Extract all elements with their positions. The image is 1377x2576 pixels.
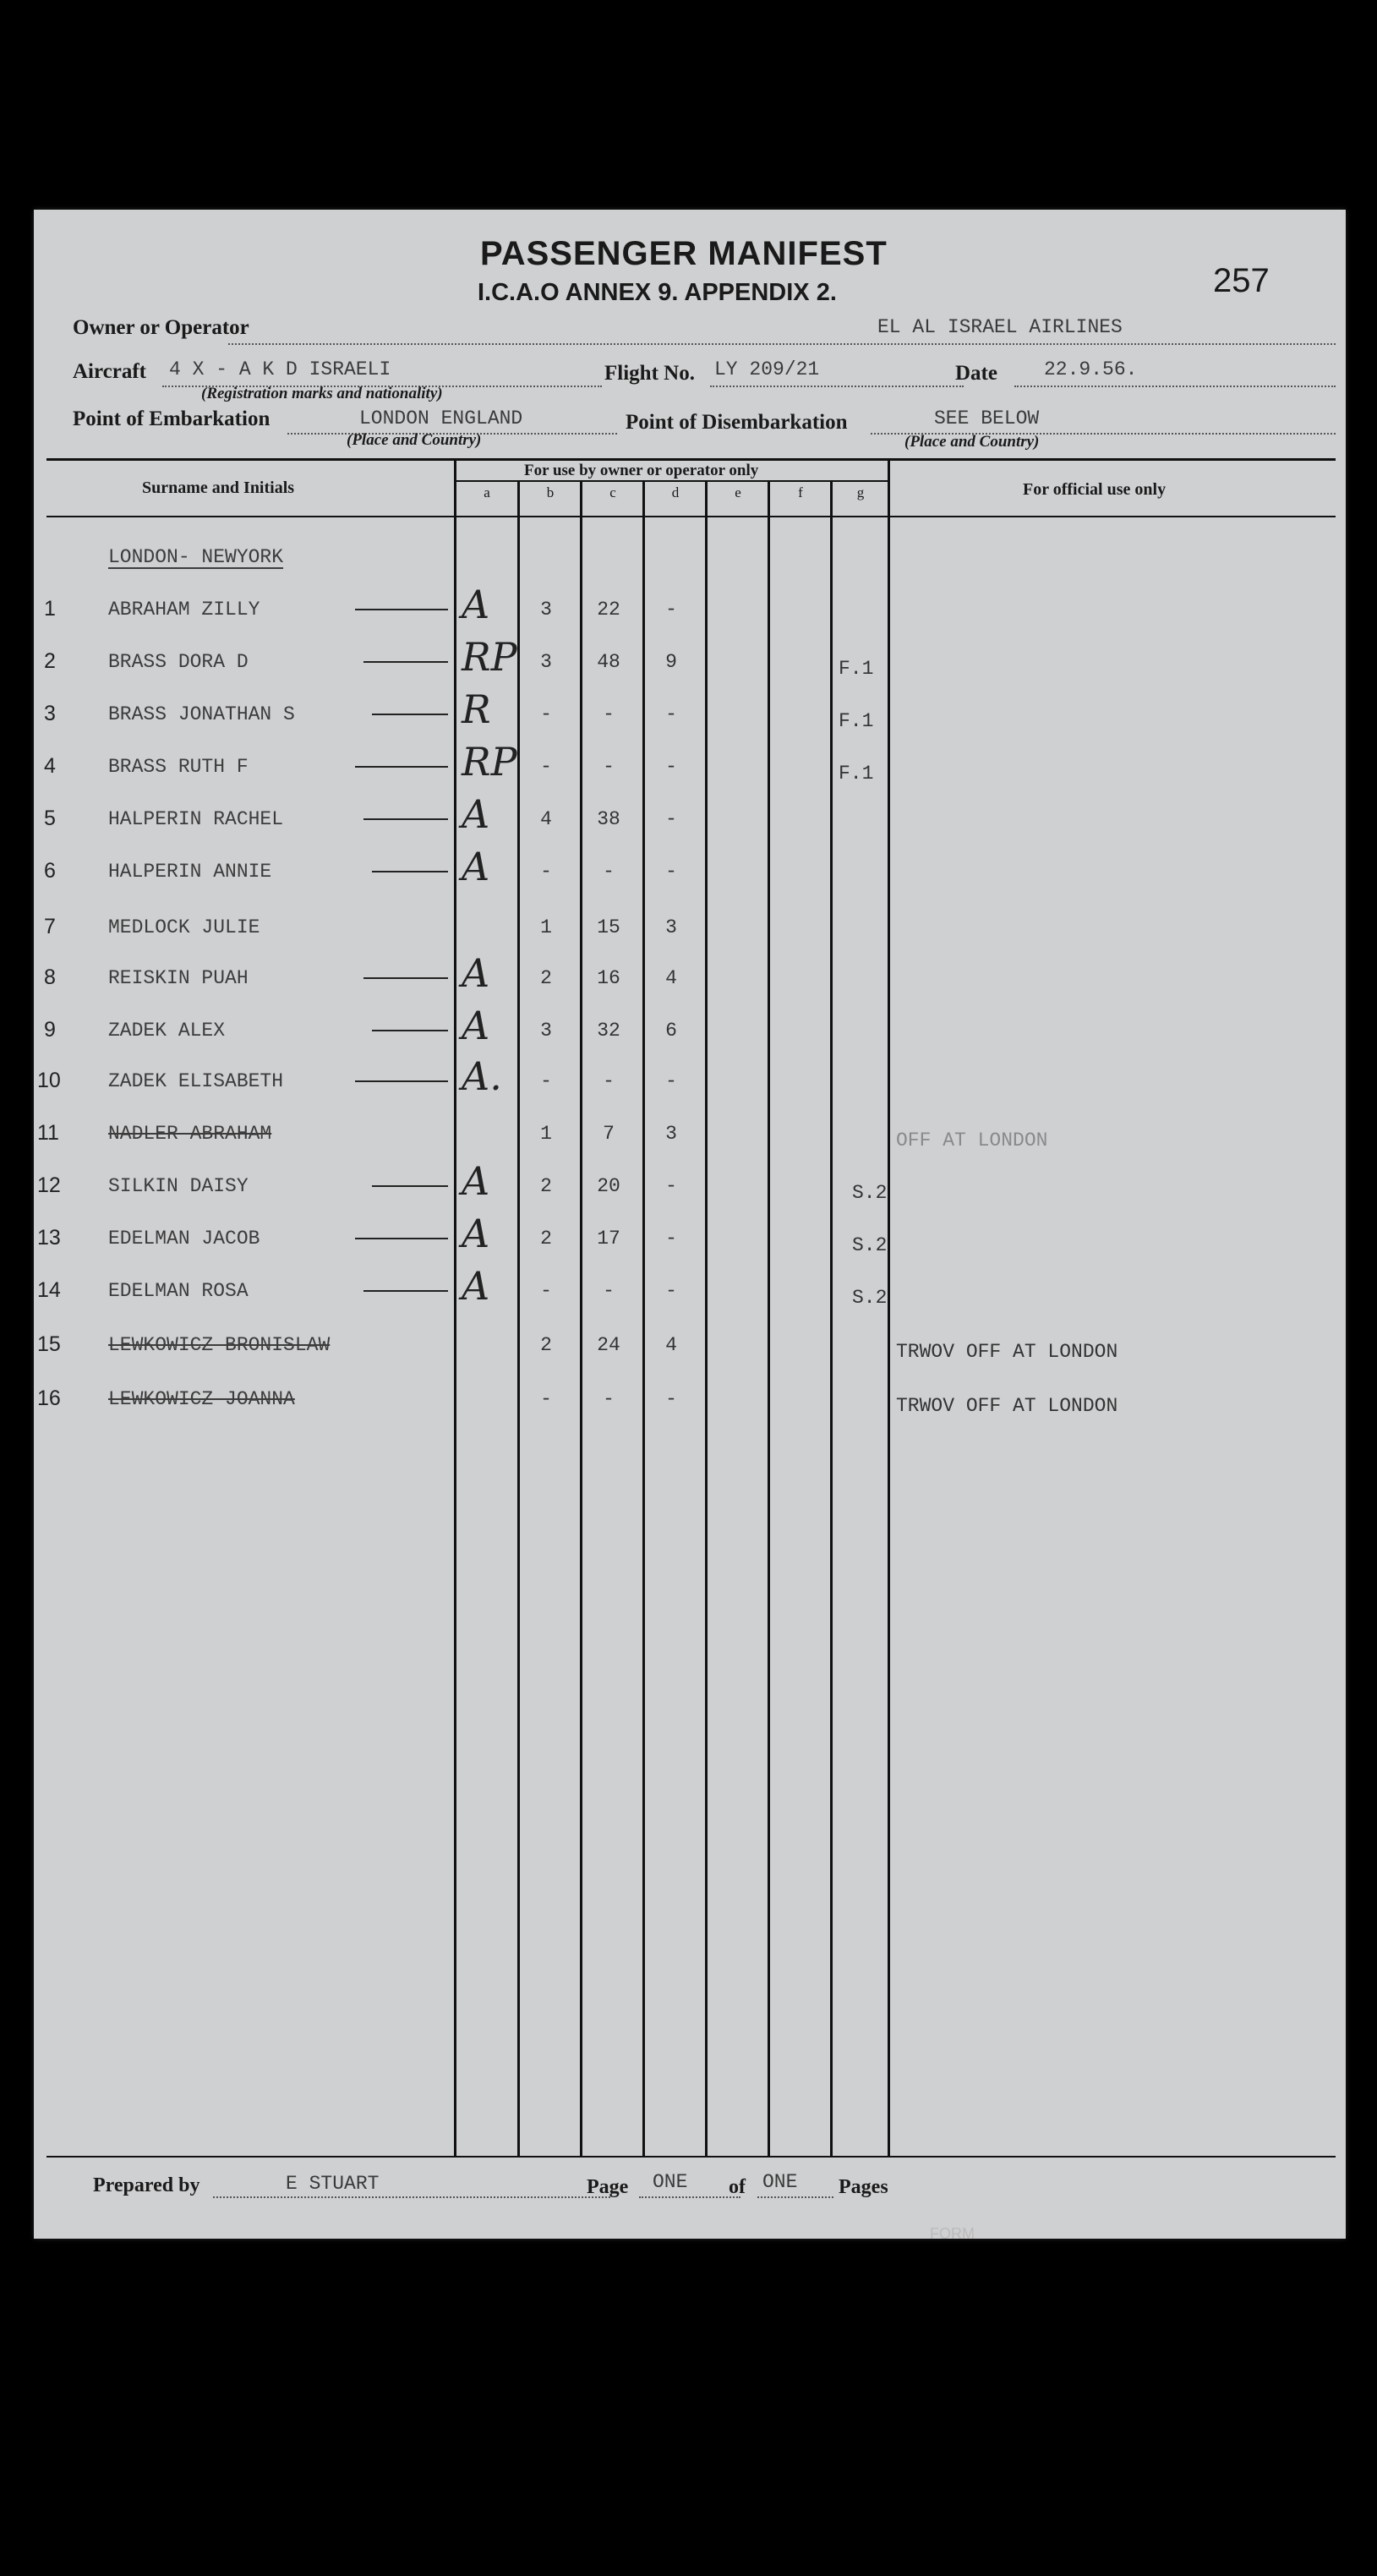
col-letter-d: d	[671, 484, 680, 500]
date-value: 22.9.56.	[1044, 358, 1138, 380]
flight-line	[710, 386, 964, 387]
row-number: 1	[44, 597, 56, 621]
handwritten-mark: A	[462, 582, 490, 627]
col-letter-c: c	[609, 484, 616, 500]
cell-b: -	[540, 703, 552, 725]
cell-g: F.1	[839, 658, 874, 680]
row-number: 7	[44, 915, 56, 938]
cell-d: 3	[665, 916, 677, 938]
passenger-name: NADLER ABRAHAM	[108, 1123, 272, 1145]
pages-label: Pages	[839, 2176, 888, 2198]
handwritten-mark: A	[462, 844, 490, 889]
passenger-name: HALPERIN RACHEL	[108, 808, 284, 830]
of-label: of	[729, 2176, 746, 2198]
passenger-name: LEWKOWICZ JOANNA	[108, 1388, 295, 1410]
row-number: 3	[44, 702, 56, 725]
embark-label: Point of Embarkation	[73, 407, 270, 430]
row-number: 12	[37, 1173, 61, 1197]
cell-c: -	[603, 861, 615, 883]
page-label: Page	[587, 2176, 629, 2198]
page-number: 257	[1213, 262, 1270, 299]
row-number: 5	[44, 807, 56, 830]
passenger-name: ABRAHAM ZILLY	[108, 599, 260, 621]
prepared-label: Prepared by	[93, 2174, 200, 2196]
pen-stroke	[355, 609, 448, 610]
row-number: 10	[37, 1069, 61, 1092]
row-number: 8	[44, 965, 56, 989]
col-header-official: For official use only	[1023, 480, 1167, 499]
passenger-name: BRASS JONATHAN S	[108, 703, 295, 725]
passenger-name: MEDLOCK JULIE	[108, 916, 260, 938]
col-header-owner-group: For use by owner or operator only	[524, 462, 759, 479]
handwritten-mark: R	[462, 686, 491, 732]
cell-d: 3	[665, 1123, 677, 1145]
cell-c: 38	[597, 808, 620, 830]
passenger-name: HALPERIN ANNIE	[108, 861, 272, 883]
cell-d: -	[665, 703, 677, 725]
cell-d: -	[665, 1388, 677, 1410]
aircraft-note: (Registration marks and nationality)	[201, 385, 443, 402]
row-number: 11	[37, 1121, 59, 1145]
pen-stroke	[372, 871, 448, 872]
official-note: TRWOV OFF AT LONDON	[896, 1341, 1118, 1363]
cell-d: -	[665, 1175, 677, 1197]
cell-d: 4	[665, 967, 677, 989]
handwritten-mark: A	[462, 1003, 490, 1048]
handwritten-mark: A.	[462, 1053, 502, 1099]
pen-stroke	[363, 661, 448, 663]
cell-g: F.1	[839, 710, 874, 732]
row-number: 14	[37, 1278, 61, 1302]
cell-c: 48	[597, 651, 620, 673]
col-letter-b: b	[546, 484, 555, 500]
cell-c: 22	[597, 599, 620, 621]
form-label: FORM	[930, 2225, 975, 2242]
cell-b: 2	[540, 967, 552, 989]
page-value: ONE	[653, 2171, 688, 2193]
cell-c: 24	[597, 1334, 620, 1356]
row-number: 13	[37, 1226, 61, 1250]
passenger-name: BRASS RUTH F	[108, 756, 249, 778]
pen-stroke	[355, 766, 448, 768]
cell-b: 3	[540, 1020, 552, 1042]
cell-b: -	[540, 1280, 552, 1302]
cell-c: 7	[603, 1123, 615, 1145]
date-line	[1014, 386, 1336, 387]
col-letter-g: g	[856, 484, 865, 500]
prepared-line	[213, 2196, 610, 2198]
row-number: 15	[37, 1332, 61, 1356]
prepared-value: E STUART	[286, 2173, 380, 2195]
aircraft-value: 4 X - A K D ISRAELI	[169, 358, 391, 380]
handwritten-mark: A	[462, 950, 490, 996]
cell-c: -	[603, 1070, 615, 1092]
document-title: PASSENGER MANIFEST	[480, 235, 888, 272]
cell-b: -	[540, 861, 552, 883]
passenger-name: LEWKOWICZ BRONISLAW	[108, 1334, 331, 1356]
of-line	[757, 2196, 833, 2198]
cell-b: 2	[540, 1175, 552, 1197]
flight-value: LY 209/21	[714, 358, 820, 380]
handwritten-mark: A	[462, 791, 490, 837]
cell-d: 6	[665, 1020, 677, 1042]
col-header-name: Surname and Initials	[142, 479, 295, 497]
table-bottom-rule	[46, 2156, 1336, 2158]
cell-b: 1	[540, 1123, 552, 1145]
owner-label: Owner or Operator	[73, 316, 249, 339]
cell-b: -	[540, 1388, 552, 1410]
flight-label: Flight No.	[604, 362, 695, 385]
col-letter-e: e	[735, 484, 741, 500]
pen-stroke	[355, 1080, 448, 1082]
cell-c: -	[603, 703, 615, 725]
pen-stroke	[372, 1030, 448, 1031]
handwritten-mark: RP	[462, 634, 517, 680]
passenger-name: EDELMAN ROSA	[108, 1280, 249, 1302]
cell-b: -	[540, 1070, 552, 1092]
cell-d: -	[665, 861, 677, 883]
pen-stroke	[355, 1238, 448, 1239]
passenger-name: SILKIN DAISY	[108, 1175, 249, 1197]
row-number: 9	[44, 1018, 56, 1042]
cell-c: -	[603, 1280, 615, 1302]
row-number: 16	[37, 1386, 61, 1410]
pen-stroke	[363, 818, 448, 820]
col-letter-a: a	[484, 484, 490, 500]
cell-d: -	[665, 808, 677, 830]
manifest-sheet	[34, 210, 1346, 2239]
passenger-name: ZADEK ELISABETH	[108, 1070, 284, 1092]
cell-b: -	[540, 756, 552, 778]
cell-g: S.2	[852, 1287, 888, 1309]
owner-line	[228, 343, 1336, 345]
cell-c: 32	[597, 1020, 620, 1042]
pen-stroke	[372, 1185, 448, 1187]
cell-d: 4	[665, 1334, 677, 1356]
cell-b: 3	[540, 651, 552, 673]
cell-b: 1	[540, 916, 552, 938]
embark-value: LONDON ENGLAND	[359, 407, 523, 429]
pen-stroke	[372, 714, 448, 715]
table-top-rule	[46, 458, 1336, 461]
passenger-name: EDELMAN JACOB	[108, 1228, 260, 1250]
route-heading: LONDON- NEWYORK	[108, 546, 284, 568]
cell-d: -	[665, 1070, 677, 1092]
handwritten-mark: RP	[462, 739, 517, 785]
table-header-rule	[46, 516, 1336, 517]
disembark-note: (Place and Country)	[904, 433, 1040, 451]
cell-c: 20	[597, 1175, 620, 1197]
passenger-name: BRASS DORA D	[108, 651, 249, 673]
page-line	[639, 2196, 740, 2198]
of-value: ONE	[762, 2171, 798, 2193]
embark-note: (Place and Country)	[347, 431, 482, 449]
handwritten-mark: A	[462, 1263, 490, 1309]
disembark-label: Point of Disembarkation	[626, 411, 848, 434]
cell-g: S.2	[852, 1234, 888, 1256]
owner-group-rule	[456, 480, 888, 482]
passenger-name: ZADEK ALEX	[108, 1020, 226, 1042]
official-note: TRWOV OFF AT LONDON	[896, 1395, 1118, 1417]
cell-c: -	[603, 1388, 615, 1410]
owner-value: EL AL ISRAEL AIRLINES	[877, 316, 1123, 338]
official-note: OFF AT LONDON	[896, 1129, 1048, 1151]
cell-b: 3	[540, 599, 552, 621]
row-number: 4	[44, 754, 56, 778]
cell-c: 16	[597, 967, 620, 989]
row-number: 6	[44, 859, 56, 883]
cell-d: -	[665, 1228, 677, 1250]
row-number: 2	[44, 649, 56, 673]
pen-stroke	[363, 977, 448, 979]
passenger-name: REISKIN PUAH	[108, 967, 249, 989]
pen-stroke	[363, 1290, 448, 1292]
cell-d: 9	[665, 651, 677, 673]
handwritten-mark: A	[462, 1158, 490, 1204]
cell-d: -	[665, 599, 677, 621]
disembark-value: SEE BELOW	[934, 407, 1040, 429]
cell-d: -	[665, 756, 677, 778]
cell-c: -	[603, 756, 615, 778]
document-subtitle: I.C.A.O ANNEX 9. APPENDIX 2.	[478, 279, 837, 306]
col-letter-f: f	[798, 484, 803, 500]
date-label: Date	[955, 362, 997, 385]
cell-b: 2	[540, 1228, 552, 1250]
handwritten-mark: A	[462, 1211, 490, 1256]
cell-g: F.1	[839, 763, 874, 785]
cell-c: 15	[597, 916, 620, 938]
cell-b: 2	[540, 1334, 552, 1356]
cell-g: S.2	[852, 1182, 888, 1204]
cell-c: 17	[597, 1228, 620, 1250]
aircraft-label: Aircraft	[73, 360, 146, 383]
cell-b: 4	[540, 808, 552, 830]
cell-d: -	[665, 1280, 677, 1302]
